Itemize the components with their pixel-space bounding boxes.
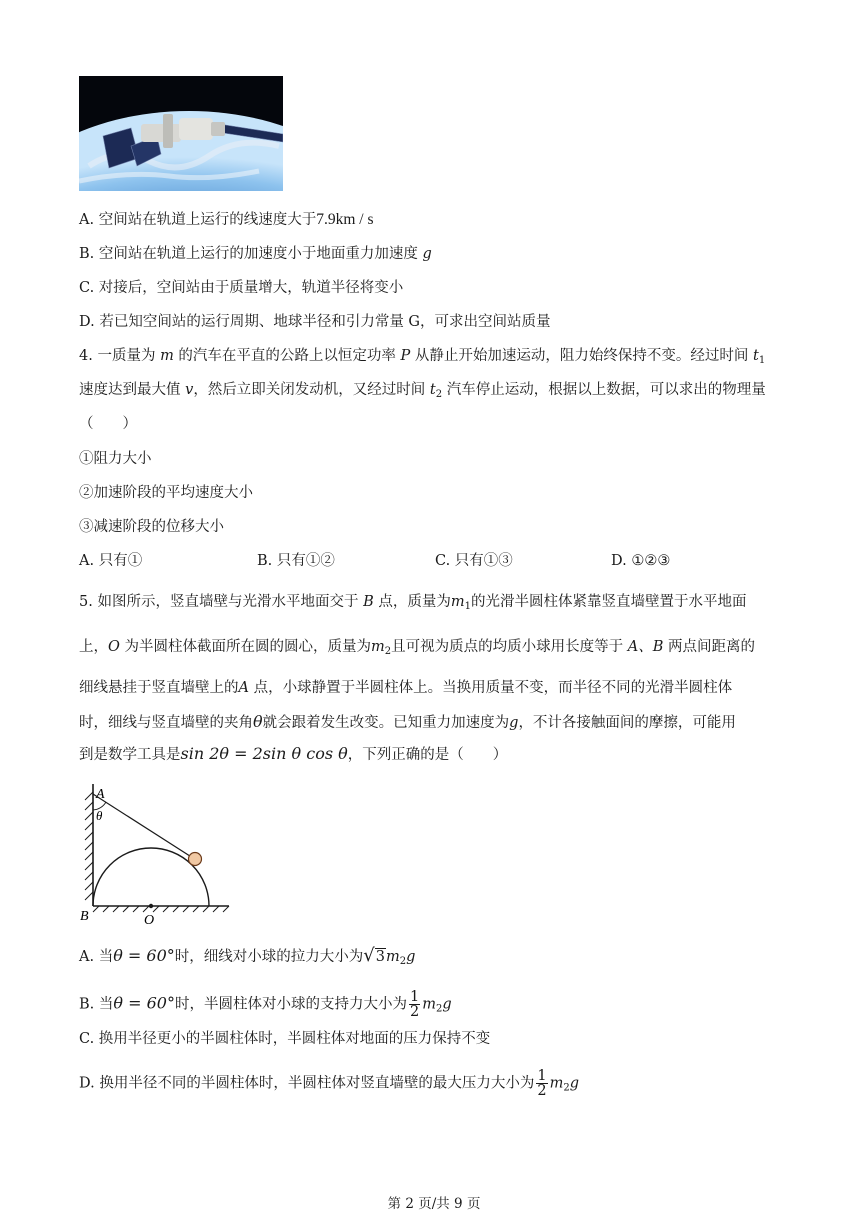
fraction — [409, 990, 420, 1019]
math-var: m — [160, 348, 174, 364]
math-cond: θ = 60° — [113, 993, 175, 1013]
math-var: m — [371, 639, 385, 655]
q4-bracket: （ ） — [79, 416, 137, 432]
math-var: m — [450, 594, 465, 610]
sqrt-value: 3 — [375, 949, 385, 965]
text: 到是数学工具是 — [79, 747, 181, 763]
q5-stem-line1 — [79, 592, 746, 617]
text: 汽车停止运动，根据以上数据，可以求出的物理量 — [446, 382, 766, 398]
text: 为半圆柱体截面所在圆的圆心，质量为 — [124, 639, 371, 655]
label-a: A — [96, 787, 105, 802]
text: 时，细线与竖直墙壁的夹角 — [79, 715, 253, 731]
q5-stem-line5 — [79, 744, 507, 765]
q5-option-d — [79, 1069, 579, 1099]
page-footer: 第 2 页/共 9 页 — [387, 1196, 481, 1212]
q3-option-d: D. 若已知空间站的运行周期、地球半径和引力常量 G，可求出空间站质量 — [79, 314, 551, 330]
q4-option-d: D. ①②③ — [611, 553, 671, 569]
math-var: v — [185, 382, 194, 398]
space-station-photo — [79, 76, 283, 191]
math-var: m — [386, 949, 400, 965]
numerator: 1 — [537, 1068, 547, 1084]
math-var: g — [509, 715, 519, 731]
text: 细线悬挂于竖直墙壁上的 — [79, 680, 239, 696]
q5-stem-line4 — [79, 712, 736, 733]
subscript: 2 — [563, 1082, 570, 1094]
subscript: 2 — [384, 646, 392, 657]
math-var: B — [363, 594, 374, 610]
q5-diagram — [79, 778, 239, 928]
q4-item-1: ①阻力大小 — [79, 451, 152, 467]
label-theta: θ — [96, 808, 103, 823]
numerator: 1 — [409, 989, 420, 1005]
q5-option-a — [79, 946, 415, 972]
math-var: t — [753, 348, 759, 364]
q4-stem-line1 — [79, 346, 765, 371]
subscript: 1 — [464, 601, 471, 612]
text: B. 当 — [79, 996, 114, 1013]
math-var: P — [400, 348, 411, 364]
text: A. 当 — [79, 949, 114, 965]
q3-option-b — [79, 244, 432, 264]
q5-stem-line3 — [79, 678, 732, 698]
fraction — [536, 1069, 547, 1098]
math-var: A — [238, 680, 249, 696]
text: 点，小球静置于半圆柱体上。当换用质量不变，而半径不同的光滑半圆柱体 — [253, 680, 733, 696]
text: 且可视为质点的均质小球用长度等于 — [391, 639, 624, 655]
q4-stem-line2 — [79, 380, 766, 405]
subscript: 2 — [435, 389, 443, 400]
math-var: A、B — [627, 639, 664, 655]
text: 5. 如图所示，竖直墙壁与光滑水平地面交于 — [79, 594, 359, 610]
subscript: 2 — [435, 1003, 443, 1015]
text: D. 换用半径不同的半圆柱体时，半圆柱体对竖直墙壁的最大压力大小为 — [79, 1075, 535, 1092]
option-text: B. 空间站在轨道上运行的加速度小于地面重力加速度 — [79, 246, 418, 262]
math-var: O — [108, 639, 120, 655]
q5-option-b — [79, 990, 452, 1020]
q3-option-c: C. 对接后，空间站由于质量增大，轨道半径将变小 — [79, 280, 404, 296]
text: 的汽车在平直的公路上以恒定功率 — [178, 348, 396, 364]
text: 4. 一质量为 — [79, 348, 156, 364]
text: ，下列正确的是（ ） — [347, 747, 508, 763]
text: 就会跟着发生改变。已知重力加速度为 — [262, 715, 510, 731]
q4-item-3: ③减速阶段的位移大小 — [79, 519, 224, 535]
math-var: θ — [253, 712, 263, 731]
math-formula: sin 2θ = 2sin θ cos θ — [180, 744, 348, 763]
math-var: m — [422, 996, 436, 1013]
text: 的光滑半圆柱体紧靠竖直墙壁置于水平地面 — [470, 594, 747, 610]
q4-item-2: ②加速阶段的平均速度大小 — [79, 485, 253, 501]
text: ，然后立即关闭发动机，又经过时间 — [193, 382, 426, 398]
label-o: O — [144, 913, 155, 928]
q5-option-c: C. 换用半径更小的半圆柱体时，半圆柱体对地面的压力保持不变 — [79, 1031, 491, 1047]
q4-option-b: B. 只有①② — [257, 553, 335, 569]
text: 上， — [79, 639, 108, 655]
math-var: g — [442, 996, 452, 1013]
text: 速度达到最大值 — [79, 382, 181, 398]
subscript: 1 — [758, 355, 766, 366]
text: 点，质量为 — [378, 594, 451, 610]
option-text: A. 空间站在轨道上运行的线速度大于 — [79, 212, 317, 228]
text: 从静止开始加速运动，阻力始终保持不变。经过时间 — [414, 348, 749, 364]
q5-stem-line2 — [79, 637, 755, 662]
q4-option-a: A. 只有① — [79, 553, 143, 569]
math-var: m — [549, 1075, 564, 1092]
text: 时，细线对小球的拉力大小为 — [174, 949, 364, 965]
speed-value: 7.9km / s — [316, 211, 374, 228]
math-var: t — [429, 382, 436, 398]
text: 时，半圆柱体对小球的支持力大小为 — [174, 996, 407, 1013]
denominator: 2 — [537, 1083, 547, 1099]
math-var: g — [569, 1075, 579, 1092]
label-b: B — [80, 909, 89, 924]
subscript: 2 — [399, 956, 407, 967]
text: ，不计各接触面间的摩擦，可能用 — [518, 715, 736, 731]
text: 两点间距离的 — [667, 639, 755, 655]
q3-option-a — [79, 210, 373, 230]
math-var: g — [406, 949, 416, 965]
denominator: 2 — [409, 1004, 420, 1020]
q4-option-c: C. 只有①③ — [435, 553, 513, 569]
math-var: g — [422, 246, 432, 262]
sqrt-sign: √ — [363, 945, 375, 966]
math-cond: θ = 60° — [113, 946, 175, 965]
